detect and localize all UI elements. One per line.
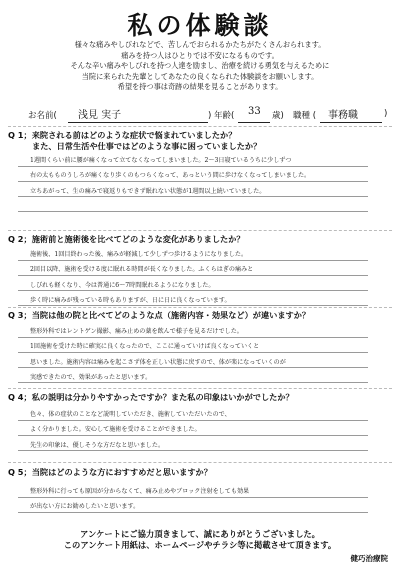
job-suffix: ) [384,109,388,119]
intro-line: そんな辛い痛みやしびれを持つ人達を励まし、治療を続ける勇気を与えるために [70,61,330,71]
job-underline [320,122,382,123]
answer-line: 色々、体の症状のことなど説明していただき、施術していただいたので、 [30,411,231,418]
section-divider [8,462,392,463]
name-value: 浅見 実子 [78,110,122,121]
question-text: Q 4；私の説明は分かりやすかったですか？また私の印象はいかがでしたか？ [8,392,294,402]
answer-3 [30,324,372,386]
question-text: Q 5；当院はどのような方におすすめだと思いますか？ [8,467,212,477]
question-5 [8,467,212,478]
question-text: Q 1；来院される前はどのような症状で悩まれていましたか？ [8,130,237,140]
answer-line: 立ちあがって、生の痛みで寝返りもできず眠れない状態が1週間以上続いていました。 [30,187,266,195]
thank-you-note [0,529,400,551]
page-title: 私の体験談 [127,11,273,40]
name-underline [68,122,208,123]
answer-line: 思いました。施術内容は痛みを起こさず体を正しい状態に戻すので、体が楽になっていくのが [30,358,286,366]
section-divider [8,388,392,389]
answer-line: 整形外科に行っても原因が分からなくて、痛み止めやブロック注射をしても効果 [30,488,250,495]
answer-line: 歩く時に痛みが残っている時もありますが、日に日に良くなっています。 [30,297,231,305]
answer-line: 実感できたので、効果があったと思います。 [30,374,152,382]
question-2 [8,234,245,245]
job-label: 職種 ( [293,111,317,121]
intro-line: 痛みを持つ人はひとりでは不安になるものです。 [121,50,279,60]
question-text: Q 3；当院は他の院と比べてどのような点（施術内容・効果など）が違いますか？ [8,310,311,320]
answer-rule-line [18,211,368,212]
answer-line: 先生の印象は、優しそうな方だなと思いました。 [30,441,165,449]
answer-line: 整形外科ではレントゲン撮影、痛み止めの薬を飲んで様子を見るだけでした。 [30,328,243,335]
answer-line: 施術後、1回目終わった後、痛みが軽減して少しずつ歩けるようになりました。 [30,251,248,258]
age-suffix: 歳) [272,111,284,121]
answer-line: が出ない方にお勧めしたいと思います。 [30,503,140,511]
answer-4 [30,407,372,453]
clinic-name: 健巧治療院 [350,554,388,563]
age-underline [238,122,270,123]
question-text: Q 2；施術前と施術後を比べてどのような変化がありましたか？ [8,234,245,244]
answer-line: しびれも軽くなり、今は普通に6～7時間眠れるようになりました。 [30,281,215,289]
intro-text [0,40,400,93]
answer-2 [30,247,372,309]
answer-1 [30,153,372,199]
question-text: また、日常生活や仕事ではどのような事に困っていましたか？ [32,140,262,151]
intro-line: 希望を持つ事は奇跡の結果を見ることがあります。 [117,82,283,92]
section-divider [8,230,392,231]
answer-line: よく分かりました。安心して施術を受けることができました。 [30,426,201,434]
section-divider [8,307,392,308]
answer-5 [30,484,372,515]
answer-line: 右の太もものうしろが痛くなり歩くのもつらくなって、あっという間に歩けなくなってしまいました。 [30,172,311,180]
name-label: お名前( [28,111,57,121]
answer-line: 2回目以降、施術を受ける度に眠れる時間が長くなりました。ふくらはぎの痛みと [30,266,254,274]
footer-line: このアンケート用紙は、ホームページやチラシ等に掲載させて頂きます。 [63,540,337,550]
job-value: 事務職 [328,110,358,121]
section-divider [8,126,392,127]
question-4 [8,392,294,403]
answer-line: 1週間くらい前に腰が痛くなって立てなくなってしまいました。2～3日寝ているうちに少しずつ [30,157,292,164]
question-1 [8,130,261,151]
answer-line: 1回施術を受けた時に確実に良くなったので、ここに通っていけば良くなっていくと [30,343,260,351]
intro-line: 当院に来られた先輩としてあなたの良くなられた体験談をお願いします。 [81,71,319,81]
age-label: ) 年齢( [208,111,235,121]
footer-line: アンケートにご協力頂きまして、誠にありがとうございました。 [80,529,320,539]
respondent-info [28,106,388,122]
age-value: 33 [248,106,261,117]
question-3 [8,310,310,321]
intro-line: 様々な痛みやしびれなどで、苦しんでおられるかたちがたくさんおられます。 [74,40,326,49]
